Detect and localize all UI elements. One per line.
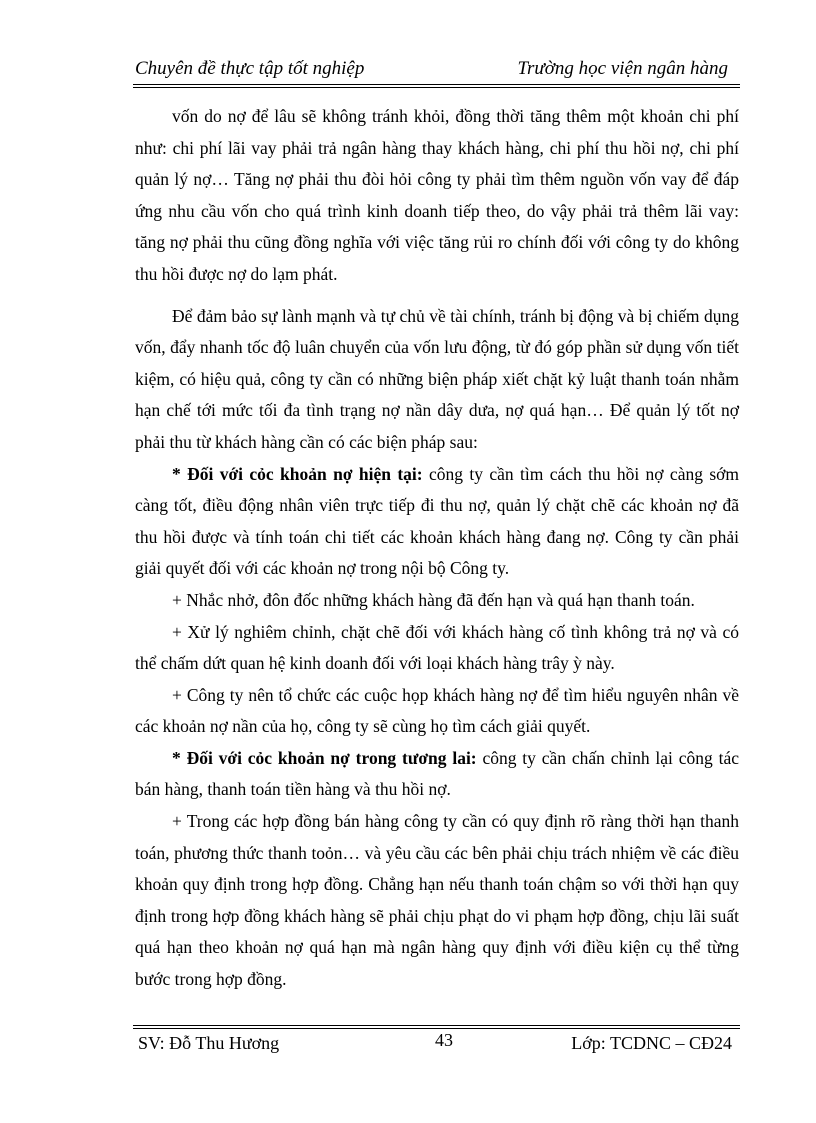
paragraph-4 <box>135 585 739 617</box>
paragraph-4-text: + Nhắc nhở, đôn đốc những khách hàng đã đến hạn và quá hạn thanh toán. <box>172 589 695 610</box>
paragraph-5-text: + Xử lý nghiêm chỉnh, chặt chẽ đối với khách hàng cố tình không trả nợ và có thể chấm dứt quan hệ kinh doanh đối với loại khách hàng trây ỳ này. <box>135 621 739 674</box>
paragraph-7-text: công ty cần chấn chỉnh lại công tác bán hàng, thanh toán tiền hàng và thu hồi nợ. <box>135 747 739 800</box>
footer-page-number: 43 <box>435 1030 453 1050</box>
header-title-left: Chuyên đề thực tập tốt nghiệp <box>135 58 365 79</box>
header-rule <box>133 84 740 85</box>
footer-student: SV: Đỗ Thu Hương <box>138 1033 280 1053</box>
paragraph-3 <box>135 459 739 585</box>
header-title-right: Trường học viện ngân hàng <box>517 58 728 79</box>
paragraph-1 <box>135 101 739 291</box>
footer-class: Lớp: TCDNC – CĐ24 <box>571 1033 732 1053</box>
paragraph-6-text: + Công ty nên tổ chức các cuộc họp khách hàng nợ để tìm hiểu nguyên nhân về các khoản nợ nần của họ, công ty sẽ cùng họ tìm cách giải quyết. <box>135 684 739 737</box>
paragraph-2-text: Để đảm bảo sự lành mạnh và tự chủ về tài chính, tránh bị động và bị chiếm dụng vốn, đẩy nhanh tốc độ luân chuyển của vốn lưu động, từ đó góp phần sử dụng vốn tiết kiệm, có hiệu quả, công ty cần có những biện pháp xiết chặt kỷ luật thanh toán nhằm hạn chế tới mức tối đa tình trạng nợ nần dây dưa, nợ quá hạn… Để quản lý tốt nợ phải thu từ khách hàng cần có các biện pháp sau: <box>135 305 739 452</box>
paragraph-5 <box>135 617 739 680</box>
document-body <box>135 101 739 996</box>
paragraph-8 <box>135 806 739 996</box>
paragraph-2 <box>135 301 739 459</box>
paragraph-1-text: vốn do nợ để lâu sẽ không tránh khỏi, đồng thời tăng thêm một khoản chi phí như: chi phí lãi vay phải trả ngân hàng thay khách hàng, chi phí thu hồi nợ, chi phí quản lý nợ… Tăng nợ phải thu đòi hỏi công ty phải tìm thêm nguồn vốn vay để đáp ứng nhu cầu vốn cho quá trình kinh doanh tiếp theo, do vậy phải trả thêm lãi vay: tăng nợ phải thu cũng đồng nghĩa với việc tăng rủi ro chính đối với công ty do không thu hồi được nợ do lạm phát. <box>135 106 739 284</box>
page-header <box>133 58 740 84</box>
paragraph-3-bold: * Đối với cỏc khoản nợ hiện tại: <box>172 463 423 484</box>
page-footer <box>135 1030 740 1059</box>
footer-rule-double <box>133 1028 740 1029</box>
paragraph-8-text: + Trong các hợp đồng bán hàng công ty cần có quy định rõ ràng thời hạn thanh toán, phương thức thanh toỏn… và yêu cầu các bên phải chịu trách nhiệm về các điều khoản quy định trong hợp đồng. Chẳng hạn nếu thanh toán chậm so với thời hạn quy định trong hợp đồng khách hàng sẽ phải chịu phạt do vi phạm hợp đồng, chịu lãi suất quá hạn theo khoản nợ quá hạn mà ngân hàng quy định với điều kiện cụ thể từng bước trong hợp đồng. <box>135 811 739 990</box>
footer-rule <box>133 1025 740 1026</box>
paragraph-3-text: công ty cần tìm cách thu hồi nợ càng sớm càng tốt, điều động nhân viên trực tiếp đi thu nợ, quản lý chặt chẽ các khoản nợ đã thu hồi được và tính toán chi tiết các khoản khách hàng đang nợ. Công ty cần phải giải quyết đối với các khoản nợ trong nội bộ Công ty. <box>135 463 739 579</box>
paragraph-6 <box>135 680 739 743</box>
paragraph-7-bold: * Đối với cỏc khoản nợ trong tương lai: <box>172 747 477 768</box>
header-rule-double <box>133 87 740 88</box>
paragraph-7 <box>135 743 739 806</box>
